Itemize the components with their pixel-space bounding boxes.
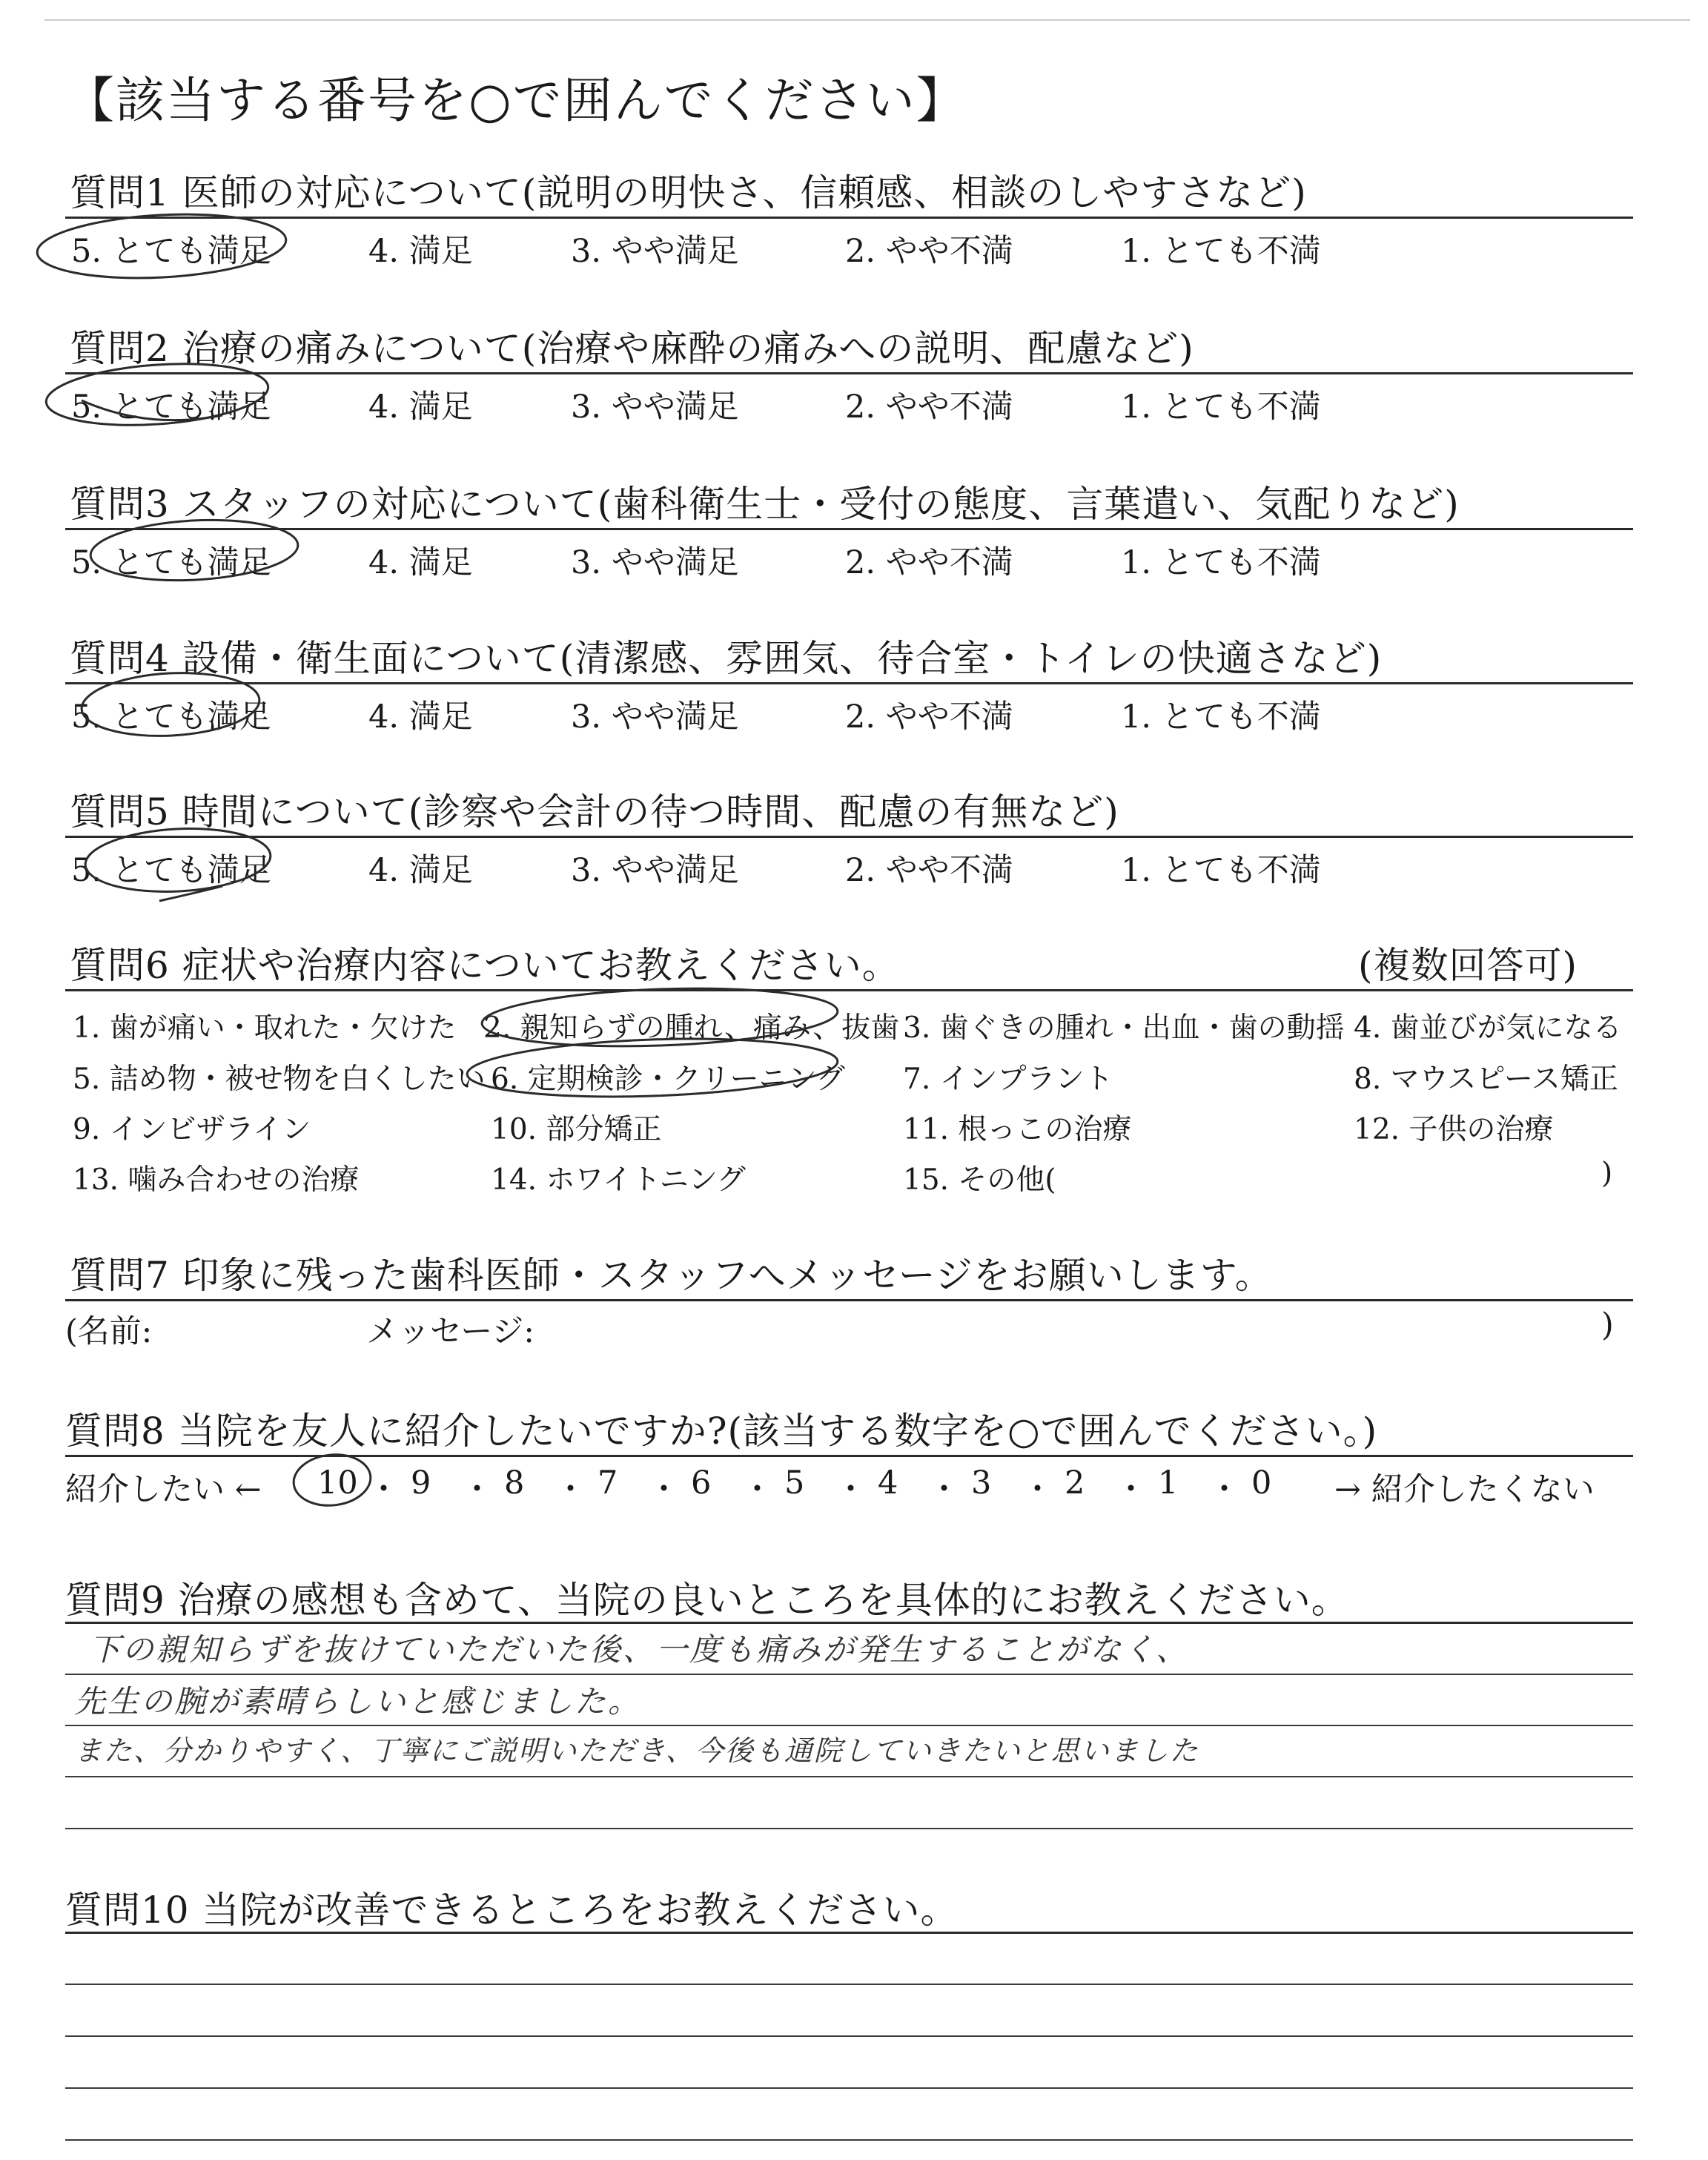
q10-rule xyxy=(65,1932,1633,1934)
q8-number-3[interactable]: 3 xyxy=(971,1464,992,1502)
q4-option-3[interactable]: 3. やや満足 xyxy=(571,698,739,736)
q1-title: 質問1 医師の対応について(説明の明快さ、信頼感、相談のしやすさなど) xyxy=(70,171,1307,214)
q8-number-9[interactable]: 9 xyxy=(411,1464,431,1502)
q8-separator-dot: ・ xyxy=(555,1471,586,1508)
q8-rule xyxy=(65,1455,1633,1457)
q9-line-3 xyxy=(65,1776,1633,1777)
q6-option-11[interactable]: 11. 根っこの治療 xyxy=(903,1113,1132,1146)
q6-option-14[interactable]: 14. ホワイトニング xyxy=(491,1163,746,1197)
q4-title: 質問4 設備・衛生面について(清潔感、雰囲気、待合室・トイレの快適さなど) xyxy=(70,637,1383,680)
q6-option-2[interactable]: 2. 親知らずの腫れ、痛み、抜歯 xyxy=(483,1011,900,1045)
q8-number-10[interactable]: 10 xyxy=(317,1464,358,1502)
q2-option-3[interactable]: 3. やや満足 xyxy=(571,389,739,426)
q1-rule xyxy=(65,217,1633,219)
q8-number-0[interactable]: 0 xyxy=(1251,1464,1272,1502)
q2-option-1[interactable]: 1. とても不満 xyxy=(1121,389,1321,426)
q6-option-15-close: ) xyxy=(1601,1157,1613,1190)
page-top-edge xyxy=(44,19,1690,21)
q9-rule xyxy=(65,1622,1633,1624)
q3-option-3[interactable]: 3. やや満足 xyxy=(571,544,739,581)
q7-title: 質問7 印象に残った歯科医師・スタッフへメッセージをお願いします。 xyxy=(70,1254,1273,1297)
q8-separator-dot: ・ xyxy=(1208,1471,1240,1508)
q6-option-7[interactable]: 7. インプラント xyxy=(903,1063,1113,1096)
q6-option-9[interactable]: 9. インビザライン xyxy=(73,1113,311,1146)
q3-option-2[interactable]: 2. やや不満 xyxy=(845,544,1013,581)
q8-number-2[interactable]: 2 xyxy=(1065,1464,1085,1502)
q10-line-3 xyxy=(65,2087,1633,2089)
q2-rule xyxy=(65,372,1633,374)
q9-line-4 xyxy=(65,1828,1633,1829)
q9-line-1 xyxy=(65,1674,1633,1675)
q3-option-1[interactable]: 1. とても不満 xyxy=(1121,544,1321,581)
q9-answer-line-2: 先生の腕が素晴らしいと感じました。 xyxy=(74,1683,642,1720)
q8-number-6[interactable]: 6 xyxy=(691,1464,712,1502)
q1-option-2[interactable]: 2. やや不満 xyxy=(845,233,1013,270)
q5-option-3[interactable]: 3. やや満足 xyxy=(571,852,739,889)
q5-option-5[interactable]: 5. とても満足 xyxy=(71,852,271,889)
q8-separator-dot: ・ xyxy=(461,1471,493,1508)
q8-separator-dot: ・ xyxy=(928,1471,960,1508)
q4-rule xyxy=(65,682,1633,684)
q8-separator-dot: ・ xyxy=(648,1471,680,1508)
q10-line-2 xyxy=(65,2035,1633,2037)
q8-separator-dot: ・ xyxy=(1115,1471,1147,1508)
q8-separator-dot: ・ xyxy=(368,1471,400,1508)
q3-title: 質問3 スタッフの対応について(歯科衛生士・受付の態度、言葉遣い、気配りなど) xyxy=(70,483,1460,526)
q7-rule xyxy=(65,1299,1633,1301)
q8-separator-dot: ・ xyxy=(835,1471,867,1508)
q8-number-5[interactable]: 5 xyxy=(784,1464,805,1502)
q9-answer-line-3: また、分かりやすく、丁寧にご説明いただき、今後も通院していきたいと思いました xyxy=(74,1734,1199,1767)
q1-option-1[interactable]: 1. とても不満 xyxy=(1121,233,1321,270)
q1-option-5[interactable]: 5. とても満足 xyxy=(71,233,271,270)
q6-option-3[interactable]: 3. 歯ぐきの腫れ・出血・歯の動揺 xyxy=(903,1011,1345,1045)
q5-option-4[interactable]: 4. 満足 xyxy=(368,852,473,889)
q6-option-1[interactable]: 1. 歯が痛い・取れた・欠けた xyxy=(73,1011,457,1045)
q8-left-label: 紹介したい ← xyxy=(65,1471,262,1508)
q8-right-label: → 紹介したくない xyxy=(1334,1471,1595,1508)
q2-option-4[interactable]: 4. 満足 xyxy=(368,389,473,426)
q8-separator-dot: ・ xyxy=(741,1471,773,1508)
q8-separator-dot: ・ xyxy=(1022,1471,1053,1508)
q8-number-8[interactable]: 8 xyxy=(504,1464,525,1502)
q8-number-1[interactable]: 1 xyxy=(1158,1464,1179,1502)
q9-answer-line-1: 下の親知らずを抜けていただいた後、一度も痛みが発生することがなく、 xyxy=(89,1631,1190,1668)
q4-option-5[interactable]: 5. とても満足 xyxy=(71,698,271,736)
q6-option-5[interactable]: 5. 詰め物・被せ物を白くしたい xyxy=(73,1063,486,1096)
q6-title: 質問6 症状や治療内容についてお教えください。 xyxy=(70,944,900,987)
q8-number-7[interactable]: 7 xyxy=(598,1464,618,1502)
q3-rule xyxy=(65,528,1633,530)
q7-name-label[interactable]: (名前: xyxy=(65,1313,153,1350)
q2-option-2[interactable]: 2. やや不満 xyxy=(845,389,1013,426)
q5-option-1[interactable]: 1. とても不満 xyxy=(1121,852,1321,889)
q6-option-4[interactable]: 4. 歯並びが気になる xyxy=(1354,1011,1622,1045)
q10-title: 質問10 当院が改善できるところをお教えください。 xyxy=(65,1889,959,1932)
q6-rule xyxy=(65,989,1633,991)
q7-close-paren: ) xyxy=(1601,1307,1614,1344)
q3-option-5[interactable]: 5. とても満足 xyxy=(71,544,271,581)
q3-option-4[interactable]: 4. 満足 xyxy=(368,544,473,581)
q1-option-3[interactable]: 3. やや満足 xyxy=(571,233,739,270)
page-header: 【該当する番号を○で囲んでください】 xyxy=(65,72,967,129)
q6-option-10[interactable]: 10. 部分矯正 xyxy=(491,1113,662,1146)
q8-title: 質問8 当院を友人に紹介したいですか?(該当する数字を○で囲んでください。) xyxy=(65,1410,1378,1453)
q7-message-label[interactable]: メッセージ: xyxy=(366,1313,534,1350)
q6-option-6[interactable]: 6. 定期検診・クリーニング xyxy=(491,1063,845,1096)
q5-rule xyxy=(65,836,1633,838)
q4-option-4[interactable]: 4. 満足 xyxy=(368,698,473,736)
q6-option-8[interactable]: 8. マウスピース矯正 xyxy=(1354,1063,1618,1096)
q2-option-5[interactable]: 5. とても満足 xyxy=(71,389,271,426)
q8-number-4[interactable]: 4 xyxy=(878,1464,898,1502)
q4-option-2[interactable]: 2. やや不満 xyxy=(845,698,1013,736)
q1-option-4[interactable]: 4. 満足 xyxy=(368,233,473,270)
q10-line-4 xyxy=(65,2139,1633,2141)
q9-title: 質問9 治療の感想も含めて、当院の良いところを具体的にお教えください。 xyxy=(65,1579,1349,1622)
q6-option-13[interactable]: 13. 噛み合わせの治療 xyxy=(73,1163,360,1197)
q6-option-15[interactable]: 15. その他( xyxy=(903,1163,1056,1197)
q6-option-12[interactable]: 12. 子供の治療 xyxy=(1354,1113,1554,1146)
q2-title: 質問2 治療の痛みについて(治療や麻酔の痛みへの説明、配慮など) xyxy=(70,327,1194,370)
q5-title: 質問5 時間について(診察や会計の待つ時間、配慮の有無など) xyxy=(70,790,1119,833)
q4-option-1[interactable]: 1. とても不満 xyxy=(1121,698,1321,736)
q6-note: (複数回答可) xyxy=(1358,944,1578,987)
q5-option-2[interactable]: 2. やや不満 xyxy=(845,852,1013,889)
q9-line-2 xyxy=(65,1725,1633,1726)
q10-line-1 xyxy=(65,1984,1633,1985)
